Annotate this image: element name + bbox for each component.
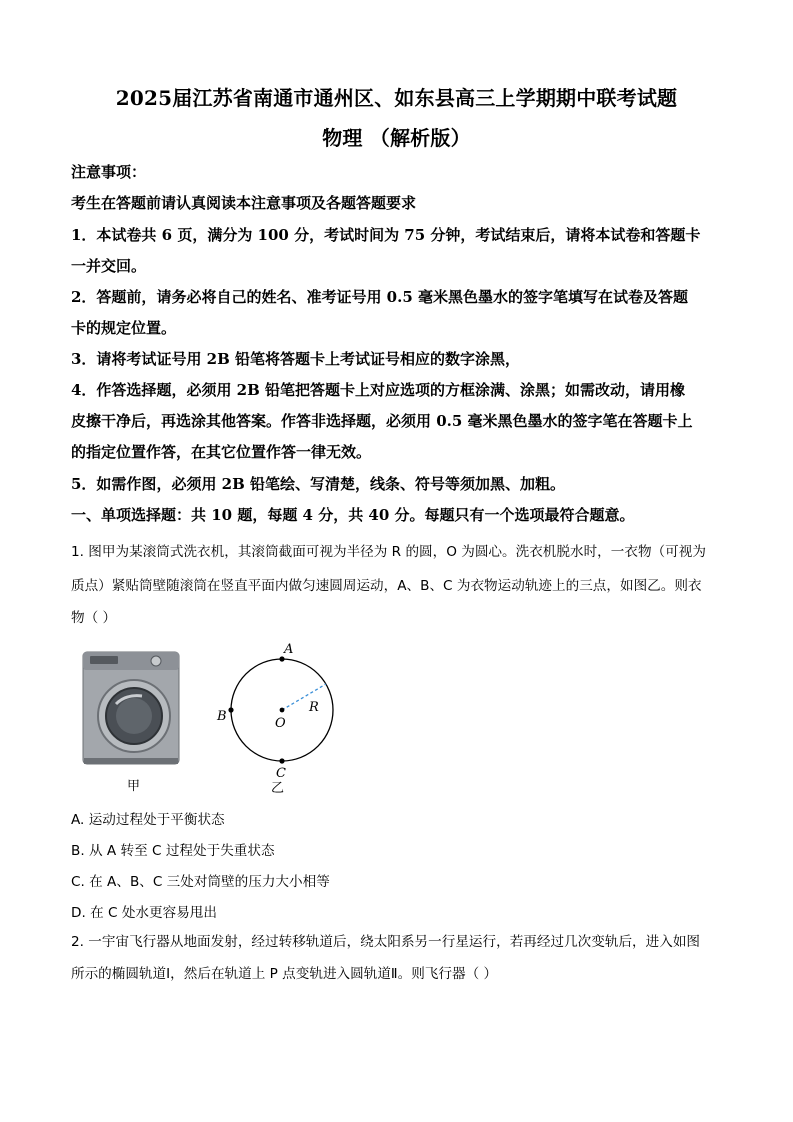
note-line: 5．如需作图，必须用 2B 铅笔绘、写清楚，线条、符号等须加黑、加粗。	[71, 475, 565, 493]
note-line: 2．答题前，请务必将自己的姓名、准考证号用 0.5 毫米黑色墨水的签字笔填写在试卷及答题	[71, 288, 688, 306]
note-line: 3．请将考试证号用 2B 铅笔将答题卡上考试证号相应的数字涂黑，	[71, 350, 520, 368]
note-line: 考生在答题前请认真阅读本注意事项及各题答题要求	[71, 194, 417, 212]
washing-machine-figure	[82, 650, 182, 766]
q1-option-b: B. 从 A 转至 C 过程处于失重状态	[71, 843, 275, 859]
exam-title: 2025届江苏省南通市通州区、如东县高三上学期期中联考试题	[115, 86, 678, 110]
circle-orbit-diagram	[217, 638, 370, 796]
note-line: 皮擦干净后，再选涂其他答案。作答非选择题，必须用 0.5 毫米黑色墨水的签字笔在答题卡上	[71, 412, 693, 430]
note-line: 4．作答选择题，必须用 2B 铅笔把答题卡上对应选项的方框涂满、涂黑；如需改动，请用橡	[71, 381, 686, 399]
center-point-o	[280, 708, 285, 713]
q1-option-c: C. 在 A、B、C 三处对筒壁的压力大小相等	[71, 874, 330, 890]
q2-stem-line: 2. 一宇宙飞行器从地面发射，经过转移轨道后，绕太阳系另一行星运行，若再经过几次变轨后，进入如图	[71, 934, 701, 950]
exam-subtitle: 物理 （解析版）	[322, 126, 471, 150]
note-line: 一并交回。	[71, 257, 147, 275]
label-o: O	[275, 716, 286, 731]
q1-option-a: A. 运动过程处于平衡状态	[71, 812, 225, 828]
fig-jia-caption: 甲	[127, 779, 141, 794]
point-c	[279, 758, 284, 763]
q1-stem-line: 质点）紧贴筒壁随滚筒在竖直平面内做匀速圆周运动，A、B、C 为衣物运动轨迹上的三点，如图乙。则衣	[71, 578, 702, 594]
label-r: R	[309, 700, 319, 715]
notes-heading: 注意事项：	[71, 163, 147, 181]
point-a	[279, 656, 284, 661]
note-line: 卡的规定位置。	[71, 319, 177, 337]
q1-stem-line: 1. 图甲为某滚筒式洗衣机，其滚筒截面可视为半径为 R 的圆，O 为圆心。洗衣机脱水时，一衣物（可视为	[71, 544, 706, 560]
q1-option-d: D. 在 C 处水更容易甩出	[71, 905, 217, 921]
point-b	[228, 707, 233, 712]
note-line: 的指定位置作答，在其它位置作答一律无效。	[71, 443, 372, 461]
label-a: A	[284, 642, 294, 657]
label-c: C	[276, 766, 286, 781]
fig-yi-caption: 乙	[271, 781, 285, 796]
q2-stem-line: 所示的椭圆轨道Ⅰ，然后在轨道上 P 点变轨进入圆轨道Ⅱ。则飞行器（ ）	[71, 966, 498, 982]
q1-stem-line: 物（ ）	[71, 610, 117, 626]
note-line: 1．本试卷共 6 页，满分为 100 分，考试时间为 75 分钟，考试结束后，请将本试卷和答题卡	[71, 226, 701, 244]
label-b: B	[217, 709, 227, 724]
radius-line	[282, 684, 326, 710]
section-heading: 一、单项选择题：共 10 题，每题 4 分，共 40 分。每题只有一个选项最符合题意。	[71, 506, 635, 524]
